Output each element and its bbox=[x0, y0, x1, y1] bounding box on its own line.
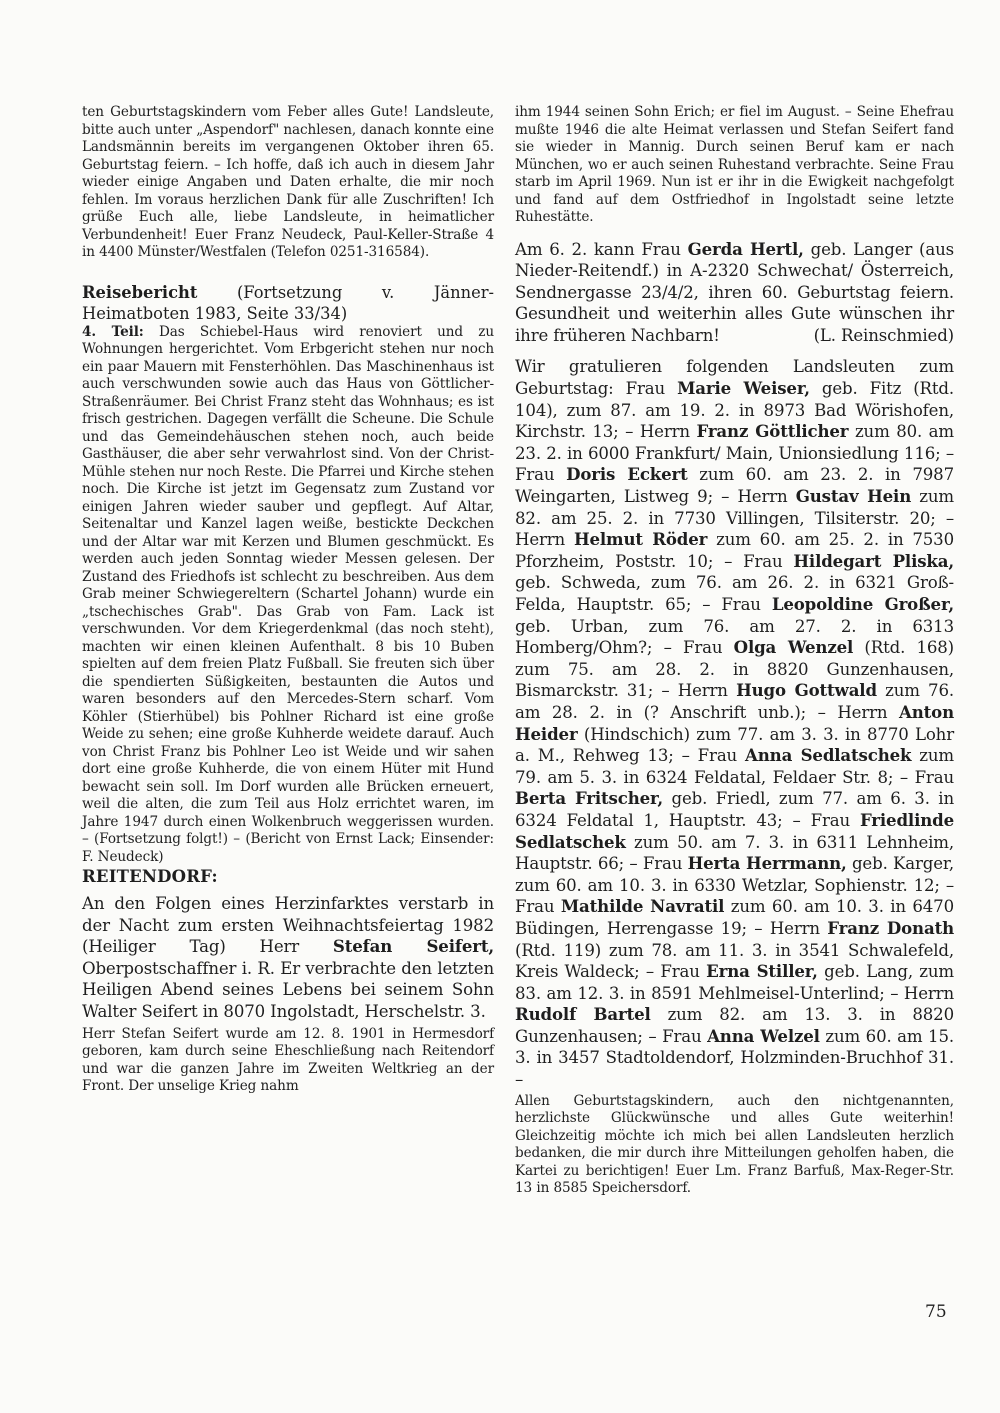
entry-name: Hugo Gottwald bbox=[736, 680, 877, 701]
report-body bbox=[82, 324, 494, 867]
entry-details: zum 60. am 10. 3. in 6470 Büdingen, Herrengasse 19; – bbox=[515, 897, 954, 938]
entry-name: Rudolf Bartel bbox=[515, 1004, 651, 1025]
entry-name: Berta Fritscher, bbox=[515, 788, 664, 809]
report-title-rest: (Fortsetzung v. Jänner-Heimatboten 1983, Seite 33/34) bbox=[82, 282, 494, 323]
entry-name: Helmut Röder bbox=[573, 529, 708, 550]
entry-details: zum 76. am 28. 2. in (? Anschrift unb.); – bbox=[515, 681, 954, 722]
obituary-name: Stefan Seifert, bbox=[332, 936, 494, 957]
entry-details: zum 79. am 5. 3. in 6324 Feldatal, Feldaer Str. 8; – bbox=[515, 746, 955, 787]
entry-name: Anna Welzel bbox=[707, 1025, 820, 1046]
closing-paragraph: Allen Geburtstagskindern, auch den nichtgenannten, herzlichste Glückwünsche und alles Gute weiterhin! Gleichzeitig möchte ich mich bei allen Landsleuten herzlich bedanken, die mir durch ihre Mitteilungen geholfen haben, die Kartei zu berichtigen! Euer Lm. Franz Barfuß, Max-Reger-Str. 13 in 8585 Speichersdorf. bbox=[515, 1092, 954, 1197]
hertl-signature: (L. Reinschmied) bbox=[813, 325, 954, 345]
page-number: 75 bbox=[925, 1302, 947, 1322]
hertl-name: Gerda Hertl, bbox=[687, 238, 804, 259]
bio-continued: ihm 1944 seinen Sohn Erich; er fiel im August. – Seine Ehefrau mußte 1946 die alte Heimat verlassen und Stefan Seifert fand sie wieder in Mannig. Durch seinen Beruf kam er nach München, wo er auch seinen Ruhestand verbrachte. Seine Frau starb im April 1969. Nun ist er ihr in die Ewigkeit nachgefolgt und fand auf dem Ostfriedhof in Ingolstadt seine letzte Ruhestätte. bbox=[515, 104, 954, 225]
report-body-text: Das Schiebel-Haus wird renoviert und zu Wohnungen hergerichtet. Vom Erbgericht stehen nur noch ein paar Mauern mit Fensterhöhlen. Das Maschinenhaus ist auch verschwunden sowie auch das Haus von Göttlicher-Straßenräumer. Bei Christ Franz steht das Wohnhaus; es ist frisch gestrichen. Dagegen verfällt die Scheune. Die Schule und das Gemeindehäuschen stehen noch, auch beide Gasthäuser, die aber sehr verwahrlost sind. Von der Christ-Mühle stehen nur noch Reste. Die Pfarrei und Kirche stehen noch. Die Kirche ist jetzt im Gegensatz zum Zustand vor einigen Jahren wieder sauber und gepflegt. Auf Altar, Seitenaltar und Kanzel lagen weiße, bestickte Deckchen und der Altar war mit Kerzen und Blumen geschmückt. Es werden auch jeden Sonntag wieder Messen gelesen. Der Zustand des Friedhofs ist schlecht zu beschreiben. Aus dem Grab meiner Schwiegereltern (Schartel Johann) wurde ein „tschechisches Grab". Das Grab von Fam. Lack ist verschwunden. Vor dem Kriegerdenkmal (das noch steht), machten wir einen kleinen Aufenthalt. 8 bis 10 Buben spielten auf dem freien Platz Fußball. Sie freuten sich über die spendierten Süßigkeiten, bestaunten die Autos und waren besonders auf den Mercedes-Stern scharf. Vom Köhler (Stierhübel) bis Pohlner Richard ist eine große Weide zu sehen; eine große Kuhherde weidete darauf. Auch von Christ Franz bis Pohlner Leo ist Weide und wir sahen dort eine große Kuhherde, die von einem Hüter mit Hund bewacht sein soll. Im Dorf wurden alle Brücken erneuert, weil die alten, die zum Teil aus Holz errichtet waren, im Jahre 1947 durch einen Wolkenbruch weggerissen wurden. – (Fortsetzung folgt!) – (Bericht von Ernst Lack; Einsender: F. Neudeck) bbox=[82, 323, 494, 865]
entry-details: zum 82. am 25. 2. in 7730 Villingen, Tilsiterstr. 20; – bbox=[515, 487, 955, 528]
obituary-paragraph bbox=[82, 893, 494, 1023]
hertl-before: Am 6. 2. kann Frau bbox=[515, 239, 688, 259]
entry-details: geb. Schweda, zum 76. am 26. 2. in 6321 Groß-Felda, Hauptstr. 65; – bbox=[515, 573, 954, 614]
entry-salutation: Herrn bbox=[639, 422, 697, 442]
entry-name: Doris Eckert bbox=[566, 464, 688, 485]
entry-salutation: Frau bbox=[515, 465, 567, 485]
entry-name: Franz Göttlicher bbox=[696, 421, 849, 442]
entry-details: (Rtd. 119) zum 78. am 11. 3. in 3541 Schwalefeld, Kreis Waldeck; – bbox=[515, 940, 954, 982]
entry-name: Mathilde Navratil bbox=[560, 896, 725, 917]
congratulations-list bbox=[515, 356, 954, 1090]
entry-details: geb. Urban, zum 76. am 27. 2. in 6313 Homberg/Ohm?; – bbox=[515, 616, 954, 658]
entry-salutation: Frau bbox=[682, 638, 734, 658]
entry-salutation: Herrn bbox=[737, 487, 796, 507]
entry-name: Erna Stiller, bbox=[706, 961, 818, 982]
entry-details: geb. Fitz (Rtd. 104), zum 87. am 19. 2. in 8973 Bad Wörishofen, Kirchstr. 13; – bbox=[515, 379, 954, 442]
obituary-text-after: Oberpostschaffner i. R. Er verbrachte den letzten Heiligen Abend seines Lebens bei seinem Sohn Walter Seifert in 8070 Ingolstadt, Herschelstr. 3. bbox=[82, 958, 494, 1021]
entry-details: zum 50. am 7. 3. in 6311 Lehnheim, Hauptstr. 66; – bbox=[515, 832, 954, 874]
entry-name: Friedlinde Sedlatschek bbox=[515, 809, 954, 852]
report-part-label: 4. Teil: bbox=[82, 323, 144, 340]
right-column bbox=[515, 104, 954, 1198]
entry-salutation: Frau bbox=[515, 897, 561, 917]
hertl-after: geb. Langer (aus Nieder-Reitendf.) in A-2320 Schwechat/ Österreich, Sendnergasse 23/4/2, ihren 60. Geburtstag feiern. Gesundheit und weiterhin alles Gute wünschen ihr ihre früheren Nachbarn! bbox=[515, 239, 954, 345]
entry-details: zum 60. am 25. 2. in 7530 Pforzheim, Poststr. 10; – bbox=[515, 530, 954, 571]
entry-salutation: Herrn bbox=[677, 681, 737, 701]
entry-salutation: Frau bbox=[697, 746, 746, 766]
entry-details: zum 60. am 23. 2. in 7987 Weingarten, Listweg 9; – bbox=[515, 465, 954, 507]
entry-name: Herta Herrmann, bbox=[687, 853, 847, 874]
entry-salutation: Herrn bbox=[515, 530, 574, 550]
entry-salutation: Frau bbox=[721, 595, 772, 614]
entry-details: zum 82. am 13. 3. in 8820 Gunzenhausen; – bbox=[515, 1005, 954, 1046]
entry-salutation: Herrn bbox=[903, 983, 954, 1003]
obituary-bio: Herr Stefan Seifert wurde am 12. 8. 1901 in Hermesdorf geboren, kam durch seine Eheschließung nach Reitendorf und war die ganzen Jahre im Zweiten Weltkrieg an der Front. Der unselige Krieg nahm bbox=[82, 1025, 494, 1095]
entry-salutation: Herrn bbox=[837, 702, 899, 722]
entry-salutation: Frau bbox=[743, 551, 794, 571]
entry-details: (Hindschich) zum 77. am 3. 3. in 8770 Lohr a. M., Rehweg 13; – bbox=[515, 724, 954, 766]
left-column bbox=[82, 104, 494, 1096]
entry-name: Leopoldine Großer, bbox=[771, 594, 954, 614]
entry-name: Hildegart Pliska, bbox=[793, 550, 954, 571]
entry-name: Marie Weiser, bbox=[677, 378, 810, 399]
entry-details: geb. Lang, zum 83. am 12. 3. in 8591 Mehlmeisel-Unterlind; – bbox=[515, 962, 954, 1003]
entry-details: geb. Friedl, zum 77. am 6. 3. in 6324 Feldatal 1, Hauptstr. 43; – bbox=[515, 789, 954, 830]
intro-paragraph: ten Geburtstagskindern vom Feber alles Gute! Landsleute, bitte auch unter „Aspendorf" nachlesen, danach konnte eine Landsmännin bereits im vergangenen Oktober ihren 65. Geburtstag feiern. – Ich hoffe, daß ich auch in diesem Jahr wieder einige Angaben und Daten erhalte, die mir noch fehlen. Im voraus herzlichen Dank für alle Zuschriften! Ich grüße Euch alle, liebe Landsleute, in heimatlicher Verbundenheit! Euer Franz Neudeck, Paul-Keller-Straße 4 in 4400 Münster/Westfalen (Telefon 0251-316584). bbox=[82, 104, 494, 260]
entry-name: Olga Wenzel bbox=[733, 637, 854, 658]
entry-details: zum 60. am 15. 3. in 3457 Stadtoldendorf, Holzminden-Bruchhof 31. – bbox=[515, 1026, 954, 1090]
entry-details: zum 80. am 23. 2. in 6000 Frankfurt/ Main, Unionsiedlung 116; – bbox=[515, 422, 954, 463]
entry-name: Gustav Hein bbox=[795, 486, 912, 507]
entry-name: Anton Heider bbox=[515, 701, 954, 744]
entry-name: Franz Donath bbox=[827, 917, 954, 938]
entry-details: geb. Karger, zum 60. am 10. 3. in 6330 Wetzlar, Sophienstr. 12; – bbox=[515, 854, 954, 895]
entry-details: (Rtd. 168) zum 75. am 28. 2. in 8820 Gunzenhausen, Bismarckstr. 31; – bbox=[515, 638, 954, 701]
congratulations-intro: Wir gratulieren folgenden Landsleuten zum Geburtstag: bbox=[515, 357, 954, 399]
entry-name: Anna Sedlatschek bbox=[745, 745, 912, 766]
report-title bbox=[82, 282, 494, 324]
entry-salutation: Frau bbox=[810, 810, 860, 830]
entry-salutation: Frau bbox=[914, 767, 954, 787]
entry-salutation: Frau bbox=[642, 854, 688, 874]
report-title-bold: Reisebericht bbox=[82, 282, 198, 302]
entry-salutation: Frau bbox=[662, 1026, 708, 1046]
section-heading-reitendorf: REITENDORF: bbox=[82, 867, 218, 886]
obituary-text-before: An den Folgen eines Herzinfarktes verstarb in der Nacht zum ersten Weihnachtsfeiertag 1982 (Heiliger Tag) Herr bbox=[82, 894, 494, 957]
entry-salutation: Frau bbox=[660, 962, 707, 982]
entry-salutation: Frau bbox=[625, 379, 678, 399]
entry-salutation: Herrn bbox=[769, 918, 828, 938]
